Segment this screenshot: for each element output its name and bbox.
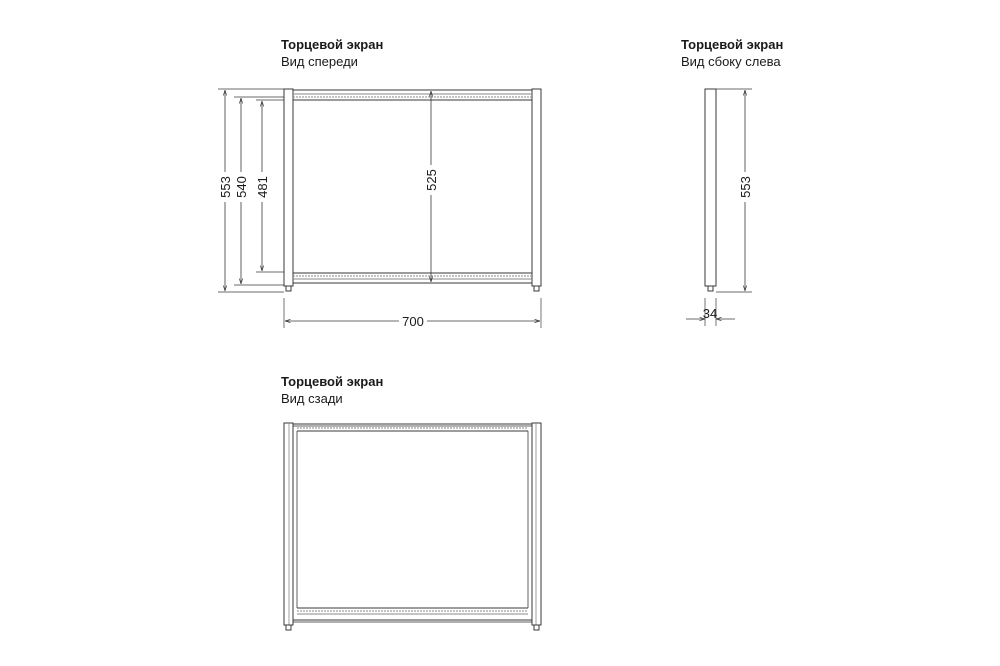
back-view-subtitle: Вид сзади <box>281 390 343 406</box>
side-view-subtitle: Вид сбоку слева <box>681 53 781 69</box>
front-bottom-rail <box>293 273 532 283</box>
front-dim-540-label: 540 <box>234 176 249 198</box>
side-dim-553-label: 553 <box>738 176 753 198</box>
front-view-drawing <box>218 89 541 328</box>
front-view-title: Торцевой экран <box>281 37 384 52</box>
back-left-post <box>284 423 293 625</box>
front-dim-700-label: 700 <box>402 314 424 329</box>
front-left-post <box>284 89 293 286</box>
front-view-subtitle: Вид спереди <box>281 53 358 69</box>
front-dim-525-label: 525 <box>424 169 439 191</box>
back-right-foot <box>534 625 539 630</box>
back-top-rail <box>293 424 532 431</box>
side-dim-34-label: 34 <box>702 306 718 321</box>
side-post <box>705 89 716 286</box>
front-top-rail <box>293 90 532 100</box>
back-left-foot <box>286 625 291 630</box>
front-right-foot <box>534 286 539 291</box>
back-view-title: Торцевой экран <box>281 374 384 389</box>
side-view-title: Торцевой экран <box>681 37 784 52</box>
front-left-foot <box>286 286 291 291</box>
front-dim-553-label: 553 <box>218 176 233 198</box>
back-panel <box>293 426 532 622</box>
side-view-drawing <box>686 89 752 326</box>
front-right-post <box>532 89 541 286</box>
back-view-drawing <box>284 423 541 630</box>
side-foot <box>708 286 713 291</box>
front-dim-481-label: 481 <box>255 176 270 198</box>
back-right-post <box>532 423 541 625</box>
back-bottom-rail <box>293 608 532 620</box>
